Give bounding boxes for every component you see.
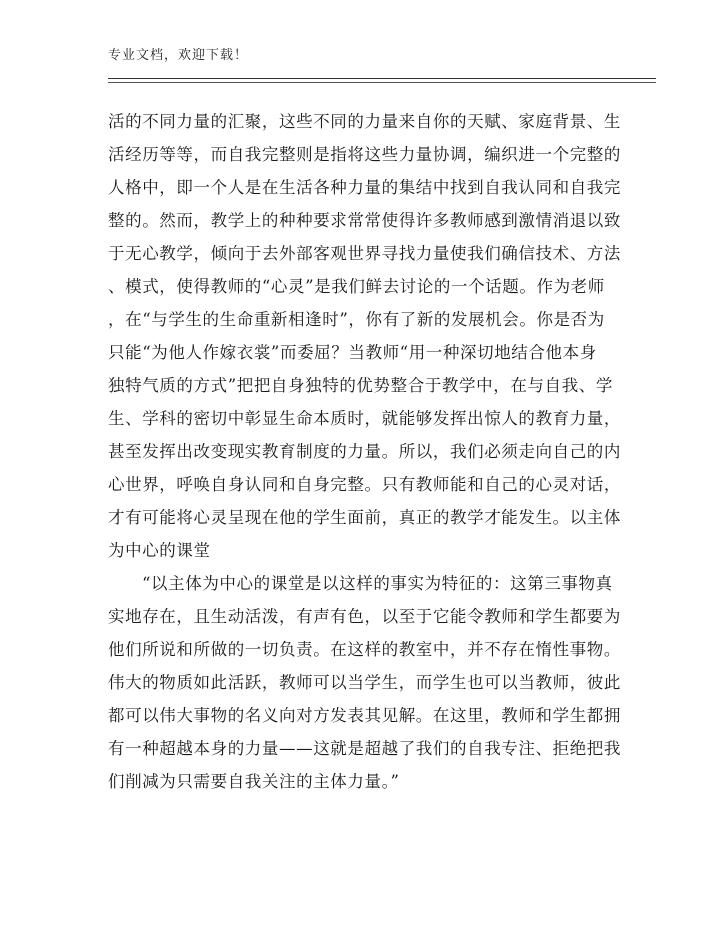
text-line: 有一种超越本身的力量——这就是超越了我们的自我专注、拒绝把我	[108, 739, 621, 758]
paragraph-2	[108, 567, 621, 798]
text-line: 、模式，使得教师的“心灵”是我们鲜去讨论的一个话题。作为老师	[108, 277, 605, 296]
header-divider-thin	[108, 82, 656, 83]
text-line: 整的。然而，教学上的种种要求常常使得许多教师感到激情消退以致	[108, 211, 621, 230]
text-line: 才有可能将心灵呈现在他的学生面前，真正的教学才能发生。以主体	[108, 508, 621, 527]
text-line: 们削减为只需要自我关注的主体力量。”	[108, 772, 400, 791]
text-line: 都可以伟大事物的名义向对方发表其见解。在这里，教师和学生都拥	[108, 706, 621, 725]
text-line: 他们所说和所做的一切负责。在这样的教室中，并不存在惰性事物。	[108, 640, 621, 659]
text-line: 活的不同力量的汇聚，这些不同的力量来自你的天赋、家庭背景、生	[108, 112, 621, 131]
page-header: 专业文档，欢迎下载！	[108, 48, 249, 63]
text-line: 生、学科的密切中彰显生命本质时，就能够发挥出惊人的教育力量，	[108, 409, 621, 428]
text-line: 为中心的课堂	[108, 541, 211, 560]
header-divider	[108, 78, 656, 79]
document-body	[108, 105, 621, 798]
text-line: 活经历等等，而自我完整则是指将这些力量协调，编织进一个完整的	[108, 145, 621, 164]
text-line: 于无心教学，倾向于去外部客观世界寻找力量使我们确信技术、方法	[108, 244, 621, 263]
text-line: 只能“为他人作嫁衣裳”而委屈？当教师“用一种深切地结合他本身	[108, 343, 597, 362]
text-line: 实地存在，且生动活泼，有声有色，以至于它能令教师和学生都要为	[108, 607, 621, 626]
text-line: ，在“与学生的生命重新相逢时”，你有了新的发展机会。你是否为	[108, 310, 605, 329]
text-line: 甚至发挥出改变现实教育制度的力量。所以，我们必须走向自己的内	[108, 442, 621, 461]
text-line: 伟大的物质如此活跃，教师可以当学生，而学生也可以当教师，彼此	[108, 673, 621, 692]
text-line: 独特气质的方式”把把自身独特的优势整合于教学中，在与自我、学	[108, 376, 613, 395]
text-line: “以主体为中心的课堂是以这样的事实为特征的：这第三事物真	[142, 574, 613, 593]
paragraph-1	[108, 105, 621, 567]
text-line: 人格中，即一个人是在生活各种力量的集结中找到自我认同和自我完	[108, 178, 621, 197]
text-line: 心世界，呼唤自身认同和自身完整。只有教师能和自己的心灵对话，	[108, 475, 621, 494]
